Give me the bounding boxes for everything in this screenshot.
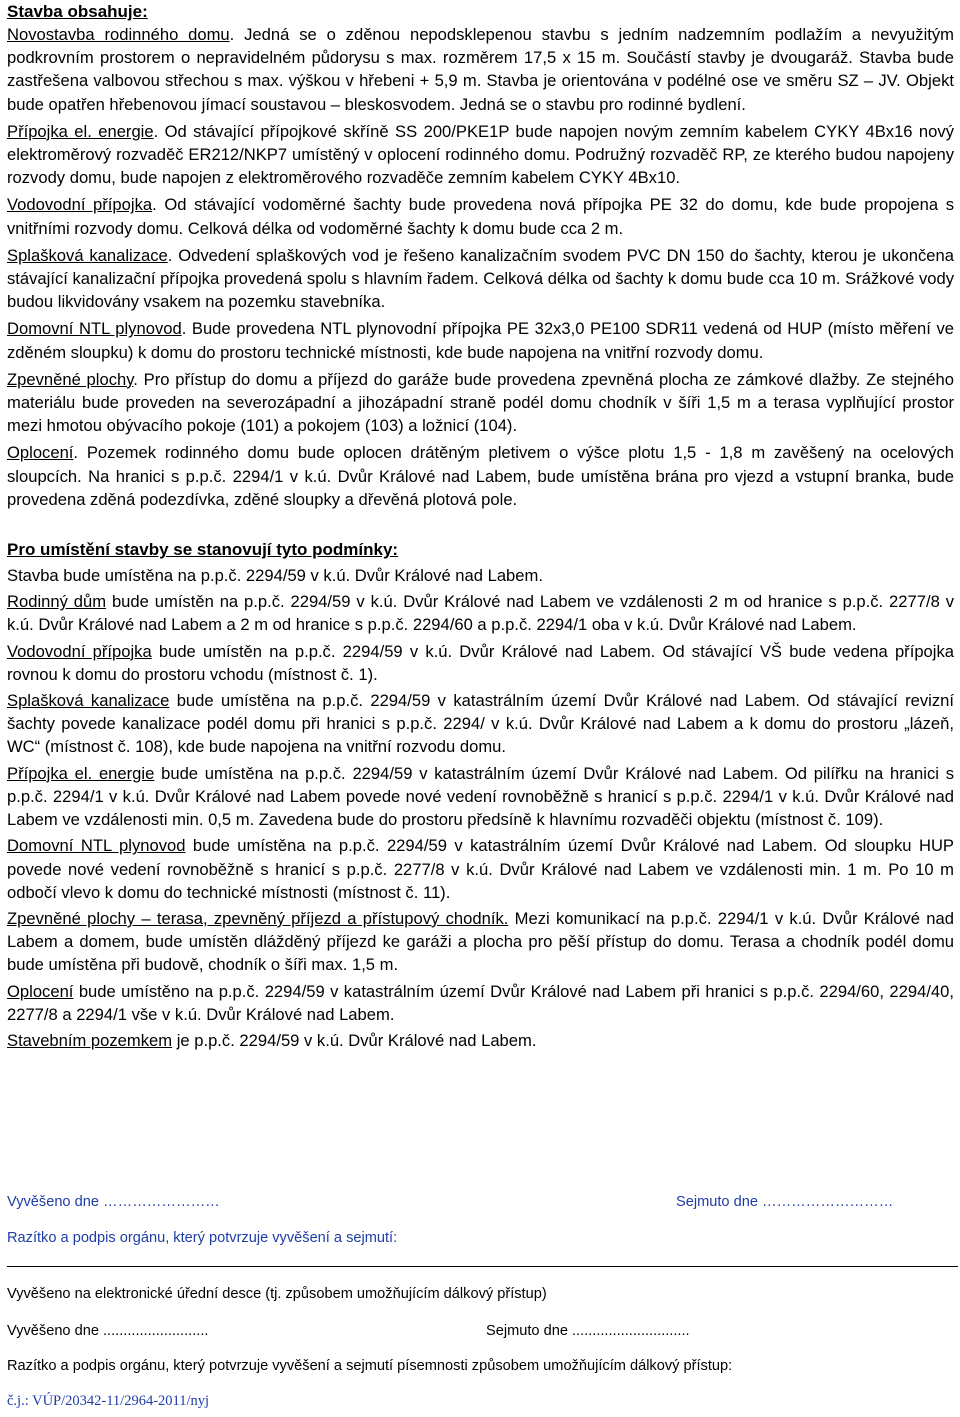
condition-item	[7, 564, 954, 587]
paragraph-text: . Odvedení splaškových vod je řešeno kanalizačním svodem PVC DN 150 do šachty, kterou je ukončena stávající kanalizační přípojka provedená spolu s hlavním řadem. Celková délka od šachty k domu bude cca 10 m. Srážkové vody budou likvidovány vsakem na pozemku stavebníka.	[7, 245, 954, 312]
condition-label: Vodovodní přípojka	[7, 641, 152, 661]
paragraph-text: . Od stávající přípojkové skříně SS 200/PKE1P bude napojen novým zemním kabelem CYKY 4Bx16 nový elektroměrový rozvaděč ER212/NKP7 umístěný v oplocení rodinného domu. Podružný rozvaděč RP, ze kterého budou napojeny rozvody domu, bude napojen z elektroměrového rozvaděče zemním kabelem CYKY 4Bx10.	[7, 121, 954, 188]
stamp-line: Razítko a podpis orgánu, který potvrzuje vyvěšení a sejmutí:	[7, 1230, 398, 1246]
condition-label: Domovní NTL plynovod	[7, 836, 186, 856]
paragraph-sewer	[7, 244, 954, 314]
condition-label: Oplocení	[7, 981, 74, 1001]
condition-label: Stavebním pozemkem	[7, 1030, 173, 1050]
condition-text: bude umístěno na p.p.č. 2294/59 v katastrálním území Dvůr Králové nad Labem při hranici s p.p.č. 2294/60, 2294/40, 2277/8 a 2294/1 vše v k.ú. Dvůr Králové nad Labem.	[7, 981, 954, 1024]
paragraph-label: Splašková kanalizace	[7, 245, 168, 265]
stamp-line-2: Razítko a podpis orgánu, který potvrzuje vyvěšení a sejmutí písemnosti způsobem umožňujícím dálkový přístup:	[7, 1358, 733, 1374]
condition-label: Rodinný dům	[7, 592, 107, 612]
paragraph-label: Vodovodní přípojka	[7, 195, 153, 215]
paragraph-label: Zpevněné plochy	[7, 369, 134, 389]
conditions-heading: Pro umístění stavby se stanovují tyto podmínky:	[7, 540, 399, 560]
paragraph-electricity	[7, 120, 954, 190]
paragraph-gas	[7, 317, 954, 363]
condition-item	[7, 834, 954, 904]
condition-text: je p.p.č. 2294/59 v k.ú. Dvůr Králové nad Labem.	[172, 1030, 537, 1050]
condition-item	[7, 980, 954, 1026]
paragraph-label: Oplocení	[7, 443, 74, 463]
condition-text: bude umístěn na p.p.č. 2294/59 v k.ú. Dvůr Králové nad Labem ve vzdálenosti 2 m od hranice s p.p.č. 2277/8 v k.ú. Dvůr Králové nad Labem a 2 m od hranice s p.p.č. 2294/60 a p.p.č. 2294/1 oba v k.ú. Dvůr Králové nad Labem.	[7, 592, 954, 635]
removed-date-line-2: Sejmuto dne .............................	[486, 1323, 690, 1339]
paragraph-text: . Bude provedena NTL plynovodní přípojka PE 32x3,0 PE100 SDR11 vedená od HUP (místo měření ve zděném sloupku) k domu do prostoru technické místnosti, kde bude napojena na vnitřní rozvody domu.	[7, 319, 954, 362]
condition-text: Stavba bude umístěna na p.p.č. 2294/59 v k.ú. Dvůr Králové nad Labem.	[7, 566, 543, 586]
condition-text: bude umístěna na p.p.č. 2294/59 v katastrálním území Dvůr Králové nad Labem. Od sloupku HUP povede nové vedení rovnoběžně s hranicí s p.p.č. 2277/8 v k.ú. Dvůr Králové nad Labem ve vzdálenosti min. 1 m. Po 10 m odbočí vlevo k domu do technické místnosti (místnost č. 11).	[7, 836, 955, 902]
condition-item	[7, 590, 954, 636]
paragraph-text: . Od stávající vodoměrné šachty bude provedena nová přípojka PE 32 do domu, kde bude propojena s vnitřními rozvody domu. Celková délka od vodoměrné šachty k domu bude cca 2 m.	[7, 195, 954, 238]
condition-label: Přípojka el. energie	[7, 763, 155, 783]
electronic-posting-line: Vyvěšeno na elektronické úřední desce (tj. způsobem umožňujícím dálkový přístup)	[7, 1286, 547, 1302]
condition-item	[7, 907, 954, 977]
section-heading: Stavba obsahuje:	[7, 2, 148, 21]
condition-label: Zpevněné plochy – terasa, zpevněný příjezd a přístupový chodník.	[7, 908, 509, 928]
posted-date-line: Vyvěšeno dne ……………………	[7, 1194, 220, 1210]
condition-label: Splašková kanalizace	[7, 691, 170, 711]
paragraph-text: . Pozemek rodinného domu bude oplocen drátěným pletivem o výšce plotu 1,5 - 1,8 m zavěšený na ocelových sloupcích. Na hranici s p.p.č. 2294/1 v k.ú. Dvůr Králové nad Labem, bude umístěna brána pro vjezd a vstupní branka, bude provedena zděná podezdívka, zděné sloupky a dřevěná plotová pole.	[7, 443, 954, 509]
paragraph-text: . Pro přístup do domu a příjezd do garáže bude provedena zpevněná plocha ze zámkové dlažby. Ze stejného materiálu bude proveden na severozápadní a jihozápadní straně podél domu chodník v šíři 1,5 m a terasa vyplňující prostor mezi hmotou obývacího pokoje (101) a pokojem (103) a ložnicí (104).	[7, 369, 954, 436]
posted-date-line-2: Vyvěšeno dne ..........................	[7, 1323, 209, 1339]
conditions-list	[7, 564, 954, 1052]
condition-text: Mezi komunikací na p.p.č. 2294/1 v k.ú. Dvůr Králové nad Labem a domem, bude umístěn dlážděný příjezd ke garáži a plocha pro pěší přístup do domu. Terasa a chodník podél domu bude umístěna při budově, chodník o šíři max. 1,5 m.	[7, 908, 954, 975]
paragraph-water	[7, 193, 954, 239]
condition-item	[7, 1029, 954, 1052]
condition-text: bude umístěna na p.p.č. 2294/59 v katastrálním území Dvůr Králové nad Labem. Od stávající revizní šachty povede kanalizace podél domu při hranici s p.p.č. 2294/ v k.ú. Dvůr Králové nad Labem a k domu do prostoru „lázeň, WC“ (místnost č. 108), kde bude napojena na vnitřní rozvodu domu.	[7, 691, 954, 757]
condition-item	[7, 640, 954, 686]
paragraph-text: . Jedná se o zděnou nepodsklepenou stavbu s jedním nadzemním podlažím a nevyužitým podkrovním prostorem o nepravidelném půdorysu s max. rozměrem 17,5 x 15 m. Součástí stavby je dvougaráž. Stavba bude zastřešena valbovou střechou s max. výškou v hřebeni + 5,9 m. Stavba je orientována v podélné ose ve směru SZ – JV. Objekt bude opatřen hřebenovou jímací soustavou – bleskosvodem. Jedná se o stavbu pro rodinné bydlení.	[7, 25, 954, 114]
condition-item	[7, 762, 954, 832]
paragraph-label: Novostavba rodinného domu	[7, 25, 230, 44]
condition-text: bude umístěna na p.p.č. 2294/59 v katastrálním území Dvůr Králové nad Labem. Od pilířku na hranici s p.p.č. 2294/1 v k.ú. Dvůr Králové nad Labem povede nové vedení rovnoběžně s hranicí s p.p.č. 2294/1 v k.ú. Dvůr Králové nad Labem ve vzdálenosti min. 0,5 m. Zavedena bude do prostoru předsíně k hlavnímu rozvaděči objektu (místnost č. 109).	[7, 763, 955, 830]
condition-item	[7, 689, 954, 759]
reference-number: č.j.: VÚP/20342-11/2964-2011/nyj	[7, 1393, 210, 1409]
document-page	[7, 0, 954, 1055]
paragraph-fencing	[7, 441, 954, 511]
removed-date-line: Sejmuto dne ………………………	[676, 1194, 894, 1210]
condition-text: bude umístěn na p.p.č. 2294/59 v k.ú. Dvůr Králové nad Labem. Od stávající VŠ bude vedena přípojka rovnou k domu do prostoru vchodu (místnost č. 1).	[7, 641, 954, 684]
footer-divider	[7, 1266, 958, 1267]
paragraph-label: Domovní NTL plynovod	[7, 319, 182, 339]
paragraph-paved-areas	[7, 368, 954, 438]
content-paragraphs	[7, 23, 954, 511]
paragraph-new-house	[7, 23, 954, 116]
paragraph-label: Přípojka el. energie	[7, 121, 154, 141]
